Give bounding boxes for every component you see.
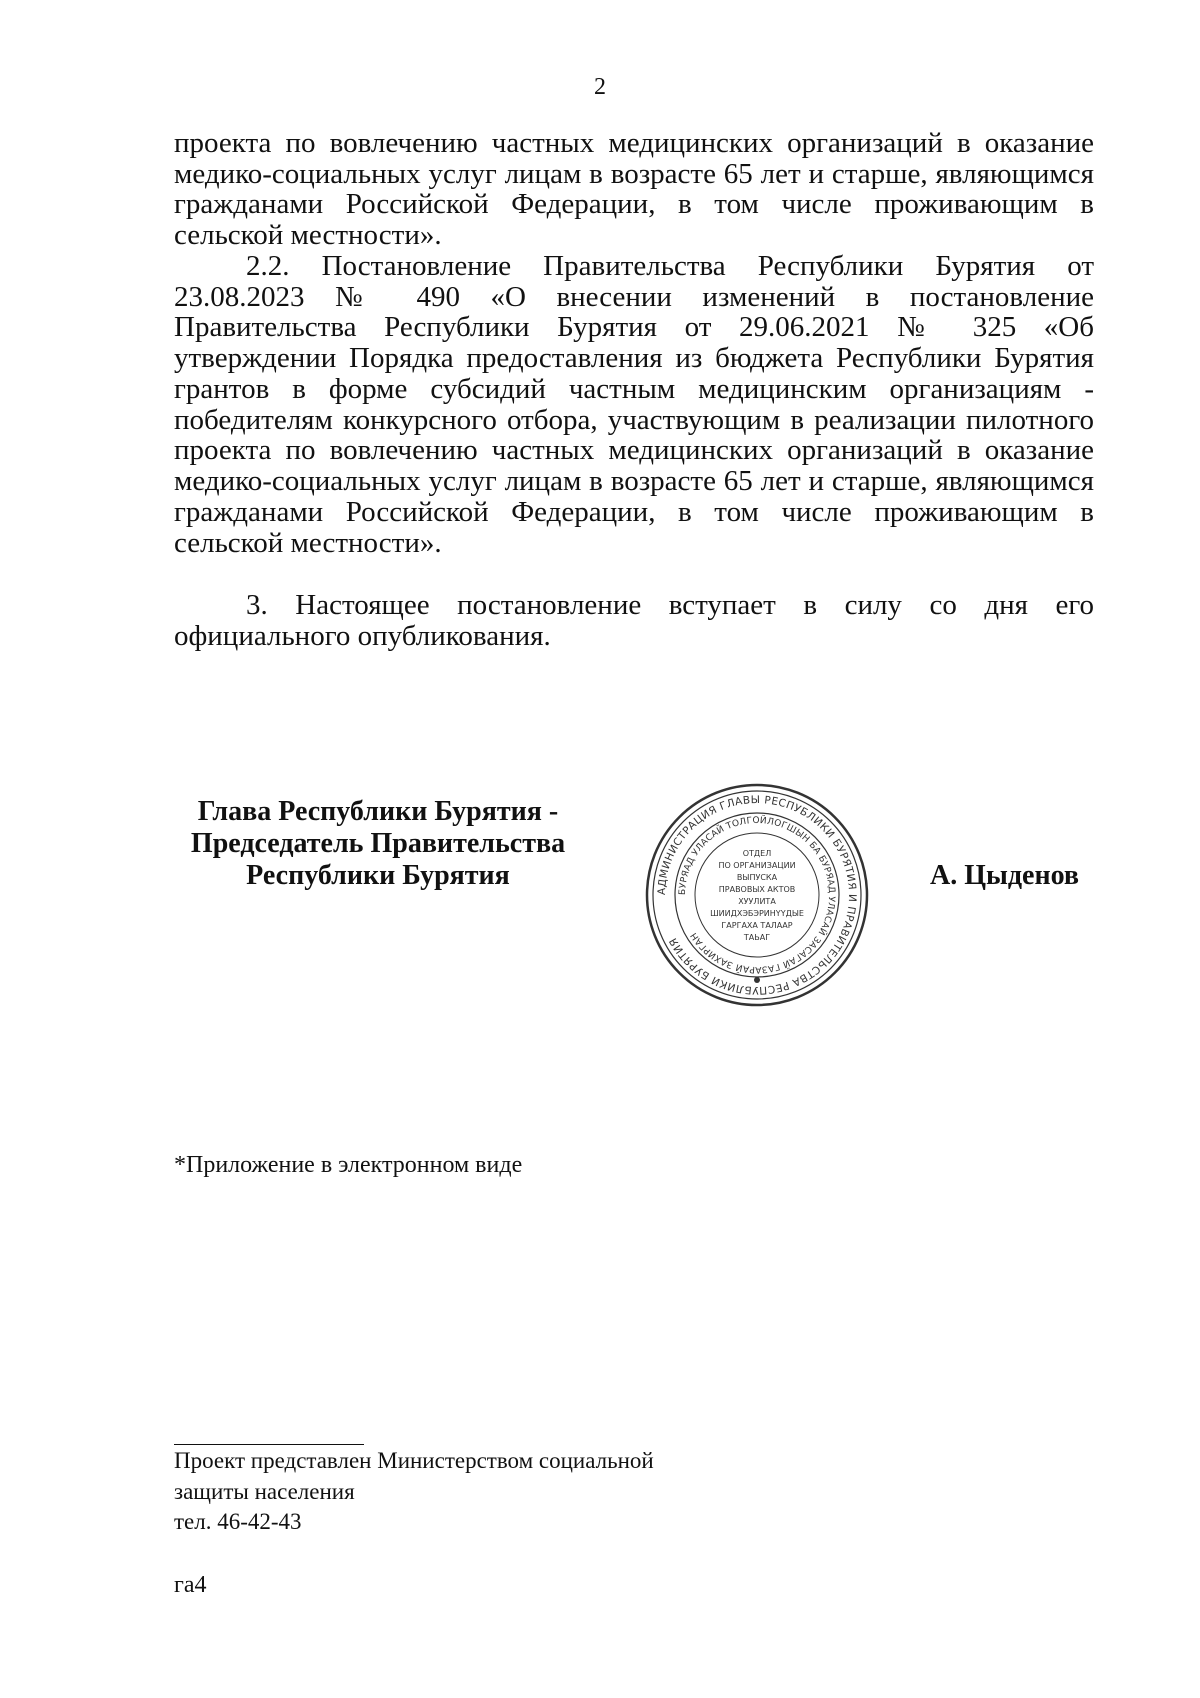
signatory-title-line: Республики Бурятия xyxy=(246,860,510,892)
annex-note: *Приложение в электронном виде xyxy=(174,1152,523,1178)
footnote-line: защиты населения xyxy=(174,1478,355,1504)
seal-center-line: ТАЬАГ xyxy=(743,933,771,942)
seal-center-line: ПРАВОВЫХ АКТОВ xyxy=(718,885,796,894)
footnote xyxy=(174,1446,654,1538)
signatory-title-line: Глава Республики Бурятия - xyxy=(197,796,559,827)
svg-text:БУРЯАД УЛАСАЙ ТОЛГОЙЛОГШЫН БА xyxy=(678,814,836,974)
seal-center-line: ГАРГАХА ТАЛААР xyxy=(721,921,793,930)
seal-dot xyxy=(754,977,760,983)
paragraph-item-3: 3. Настоящее постановление вступает в силу со дня его официального опубликования. xyxy=(174,589,1094,653)
seal-outer-text: АДМИНИСТРАЦИЯ ГЛАВЫ РЕСПУБЛИКИ БУРЯТИЯ И ПРАВИТЕЛЬСТВА РЕСПУБЛИКИ БУРЯТИЯ xyxy=(655,793,859,997)
paragraph-item-2-2: 2.2. Постановление Правительства Республики Бурятия от 23.08.2023 № 490 «О внесении изменений в постановление Правительства Республики Бурятия от 29.06.2021 № 325 «Об утверждении Порядка предоставления из бюджета Республики Бурятия грантов в форме субсидий частным медицинским организациям - победителям конкурсного отбора, участвующим в реализации пилотного проекта по вовлечению частных медицинских организаций в оказание медико-социальных услуг лицам в возрасте 65 лет и старше, являющимся гражданами Российской Федерации, в том числе проживающим в сельской местности». xyxy=(174,249,1094,559)
seal-center-line: ХУУЛИТА xyxy=(738,897,776,906)
paragraph-continuation: проекта по вовлечению частных медицинских организаций в оказание медико-социальных услуг лицам в возрасте 65 лет и старше, являющимся гражданами Российской Федерации, в том числе проживающим в сельской местности». xyxy=(174,127,1094,252)
footnote-line: Проект представлен Министерством социальной xyxy=(174,1448,654,1473)
signature-block xyxy=(0,780,1200,997)
registration-code: га4 xyxy=(174,1572,207,1598)
signatory-name: А. Цыденов xyxy=(930,860,1080,891)
signatory-title xyxy=(168,796,588,893)
signatory-title-line: Председатель Правительства xyxy=(190,828,566,860)
seal-center-line: ОТДЕЛ xyxy=(742,849,772,858)
seal-center-line: ВЫПУСКА xyxy=(736,873,778,882)
seal-center-line: ПО ОРГАНИЗАЦИИ xyxy=(718,861,796,870)
body-text xyxy=(174,128,1094,652)
official-seal-stamp xyxy=(642,780,872,1010)
footnote-line: тел. 46-42-43 xyxy=(174,1509,302,1535)
seal-inner-text: БУРЯАД УЛАСАЙ ТОЛГОЙЛОГШЫН БА БУРЯАД УЛАСАЙ ЗАСАГАЙ ГАЗАРАЙ ЗАХИРГАН xyxy=(677,815,837,975)
footnote-divider xyxy=(174,1444,364,1445)
seal-center-line: ШИИДХЭБЭРИНҮҮДЫЕ xyxy=(710,909,804,918)
page-number: 2 xyxy=(594,74,606,100)
